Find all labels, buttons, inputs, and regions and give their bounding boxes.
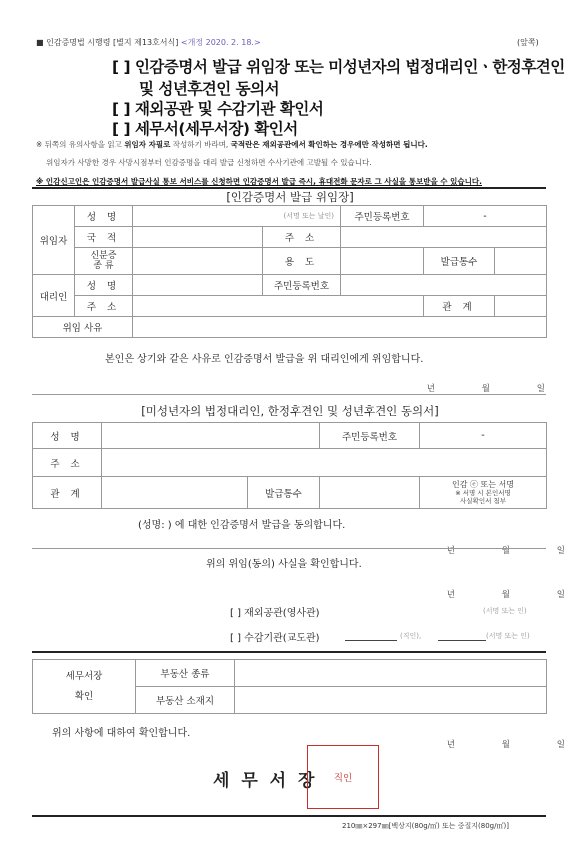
agent-address-label: 주 소 — [75, 296, 133, 317]
square-bullet: ■ — [36, 38, 44, 47]
section4-date — [400, 732, 565, 751]
property-type-label: 부동산 종류 — [136, 660, 235, 687]
copies-label: 발급통수 — [424, 248, 495, 275]
seal-note-1: ※ 서명 시 본인서명 — [455, 488, 511, 497]
day-label: 일 — [556, 546, 565, 556]
sign-hint: (서명 또는 날인) — [283, 212, 335, 220]
section3-date — [400, 582, 565, 601]
prison-sign-line[interactable] — [438, 640, 486, 641]
consent-copies-label: 발급통수 — [248, 477, 320, 509]
day-label: 일 — [556, 590, 565, 600]
seal-label: 인감 ⓔ 또는 서명 — [452, 479, 514, 489]
prison-seal-hint: (직인), — [400, 632, 422, 640]
nationality-label: 국 적 — [75, 227, 133, 248]
tax-office-label: 세무서장 — [65, 670, 103, 682]
official-seal-box[interactable] — [307, 745, 379, 809]
form-header — [36, 37, 261, 48]
consent-copies-field[interactable] — [320, 477, 420, 509]
embassy-label: [ ] 재외공관(영사관) — [230, 608, 320, 619]
day-label: 일 — [536, 384, 545, 394]
consent-resident-no-label: 주민등록번호 — [320, 423, 420, 449]
prison-seal-line[interactable] — [345, 640, 397, 641]
divider — [32, 651, 546, 653]
name-label: 성 명 — [75, 206, 133, 227]
year-label: 년 — [446, 590, 455, 600]
revision-date: <개정 2020. 2. 18.> — [180, 38, 261, 47]
agent-name-field[interactable] — [133, 275, 263, 296]
year-label: 년 — [446, 546, 455, 556]
property-location-label: 부동산 소재지 — [136, 687, 235, 714]
reason-field[interactable] — [133, 317, 547, 338]
reason-label: 위임 사유 — [33, 317, 133, 338]
tax-confirm-statement: 위의 사항에 대하여 확인합니다. — [52, 728, 191, 739]
purpose-field[interactable] — [341, 248, 424, 275]
confirm-statement: 위의 위임(동의) 사실을 확인합니다. — [206, 559, 362, 570]
agent-label: 대리인 — [33, 275, 75, 317]
address-label: 주 소 — [263, 227, 341, 248]
delegation-table — [32, 205, 547, 338]
section1-caption: [인감증명서 발급 위임장] — [226, 190, 354, 204]
embassy-sign-hint: (서명 또는 인) — [483, 607, 527, 615]
delegator-label: 위임자 — [33, 206, 75, 275]
tax-office-table — [32, 659, 547, 714]
consent-relation-field[interactable] — [102, 477, 248, 509]
relation-label: 관 계 — [424, 296, 495, 317]
title-line-3: [ ] 재외공관 및 수감기관 확인서 — [112, 100, 324, 118]
note-instructions: ※ 뒤쪽의 유의사항을 읽고 위임자 자필로 작성하기 바라며, 국적란은 재외공관에서 확인하는 경우에만 작성하면 됩니다. — [36, 140, 428, 149]
divider — [32, 548, 546, 549]
consent-statement: (성명: ) 에 대한 인감증명서 발급을 동의합니다. — [138, 520, 346, 531]
month-label: 월 — [501, 590, 510, 600]
consent-table — [32, 422, 547, 509]
seal-note-2: 사실확인서 첨부 — [459, 496, 507, 505]
copies-field[interactable] — [495, 248, 547, 275]
property-type-field[interactable] — [235, 660, 547, 687]
divider — [32, 394, 546, 395]
consent-name-label: 성 명 — [33, 423, 102, 449]
consent-address-label: 주 소 — [33, 449, 102, 477]
prison-label: [ ] 수감기관(교도관) — [230, 633, 320, 644]
page-side-label: (앞쪽) — [517, 38, 539, 47]
consent-name-field[interactable] — [102, 423, 320, 449]
agent-name-label: 성 명 — [75, 275, 133, 296]
consent-address-field[interactable] — [102, 449, 547, 477]
resident-no-field[interactable] — [424, 206, 547, 227]
official-seal-label: 직인 — [333, 773, 353, 784]
id-type-label: 신분증 종 류 — [75, 248, 133, 275]
tax-office-chief: 세 무 서 장 — [213, 771, 318, 791]
note-death-warning: 위임자가 사망한 경우 사망시점부터 인감증명을 대리 발급 신청하면 수사기관에 고발될 수 있습니다. — [46, 158, 372, 167]
relation-field[interactable] — [495, 296, 547, 317]
property-location-field[interactable] — [235, 687, 547, 714]
purpose-label: 용 도 — [263, 248, 341, 275]
resident-no-dash: - — [483, 210, 487, 222]
month-label: 월 — [481, 384, 490, 394]
day-label: 일 — [556, 740, 565, 750]
consent-relation-label: 관 계 — [33, 477, 102, 509]
name-field[interactable] — [133, 206, 341, 227]
month-label: 월 — [501, 740, 510, 750]
form-reference: 인감증명법 시행령 [별지 제13호서식] — [46, 38, 179, 47]
title-line-1: [ ] 인감증명서 발급 위임장 또는 미성년자의 법정대리인ㆍ한정후견인 — [112, 58, 565, 76]
month-label: 월 — [501, 546, 510, 556]
year-label: 년 — [446, 740, 455, 750]
agent-resident-no-field[interactable] — [341, 275, 547, 296]
divider — [32, 815, 546, 817]
resident-no-label: 주민등록번호 — [341, 206, 424, 227]
agent-address-field[interactable] — [133, 296, 424, 317]
tax-office-confirm-label: 확인 — [74, 690, 94, 702]
tax-office-label-cell — [33, 660, 136, 714]
prison-sign-hint: (서명 또는 인) — [486, 632, 530, 640]
nationality-field[interactable] — [133, 227, 263, 248]
note-notification-service: ※ 인감신고인은 인감증명서 발급사실 통보 서비스를 신청하면 인감증명서 발급 즉시, 휴대전화 문자로 그 사실을 통보받을 수 있습니다. — [36, 177, 482, 186]
consent-resident-no-dash: - — [481, 430, 485, 441]
consent-resident-no-field[interactable] — [420, 423, 547, 449]
section2-caption: [미성년자의 법정대리인, 한정후견인 및 성년후견인 동의서] — [141, 404, 439, 418]
year-label: 년 — [426, 384, 435, 394]
address-field[interactable] — [341, 227, 547, 248]
seal-or-signature-box[interactable] — [420, 477, 547, 509]
agent-resident-no-label: 주민등록번호 — [263, 275, 341, 296]
title-line-2: 및 성년후견인 동의서 — [139, 80, 280, 98]
delegation-statement: 본인은 상기와 같은 사유로 인감증명서 발급을 위 대리인에게 위임합니다. — [105, 354, 424, 365]
id-type-field[interactable] — [133, 248, 263, 275]
section1-date — [380, 376, 545, 395]
paper-spec-footer: 210㎜×297㎜[백상지(80g/㎡) 또는 중질지(80g/㎡)] — [342, 822, 509, 830]
title-line-4: [ ] 세무서(세무서장) 확인서 — [112, 120, 298, 138]
